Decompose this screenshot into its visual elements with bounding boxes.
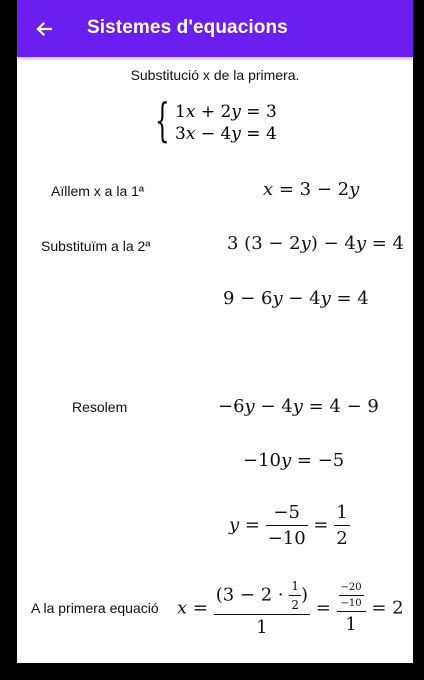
substitute-label: Substituïm a la 2ª bbox=[41, 238, 151, 254]
app-bar bbox=[17, 0, 413, 57]
solve-label: Resolem bbox=[72, 399, 128, 415]
system-equation-2: 3x − 4y = 4 bbox=[175, 124, 277, 144]
system-equation-1: 1x + 2y = 3 bbox=[175, 102, 277, 122]
isolate-equation: x = 3 − 2y bbox=[263, 179, 360, 200]
solution-content bbox=[17, 57, 413, 663]
solve-equation-2: −10y = −5 bbox=[243, 450, 345, 471]
back-button[interactable] bbox=[29, 14, 59, 44]
expanded-equation: 9 − 6y − 4y = 4 bbox=[223, 288, 369, 309]
solve-equation-x: x = (3 − 2 · $\frac{1}{2}$ ) 1 = $\frac{\frac{-20}{-10}}{1}$ = 2 bbox=[177, 579, 404, 638]
system-navigation-bar bbox=[0, 663, 424, 680]
method-subtitle: Substitució x de la primera. bbox=[130, 67, 300, 83]
arrow-back-icon bbox=[34, 19, 54, 39]
app-title: Sistemes d'equacions bbox=[87, 17, 288, 38]
solve-equation-y: y = $\frac{-5}{-10}$ = $\frac{1}{2}$ bbox=[229, 502, 348, 549]
substitute-equation: 3 (3 − 2y) − 4y = 4 bbox=[227, 233, 404, 254]
system-brace: { bbox=[155, 93, 170, 147]
isolate-label: Aïllem x a la 1ª bbox=[51, 183, 145, 199]
first-equation-label: A la primera equació bbox=[31, 600, 159, 616]
app-screen bbox=[17, 0, 413, 663]
solve-equation-1: −6y − 4y = 4 − 9 bbox=[218, 396, 379, 417]
